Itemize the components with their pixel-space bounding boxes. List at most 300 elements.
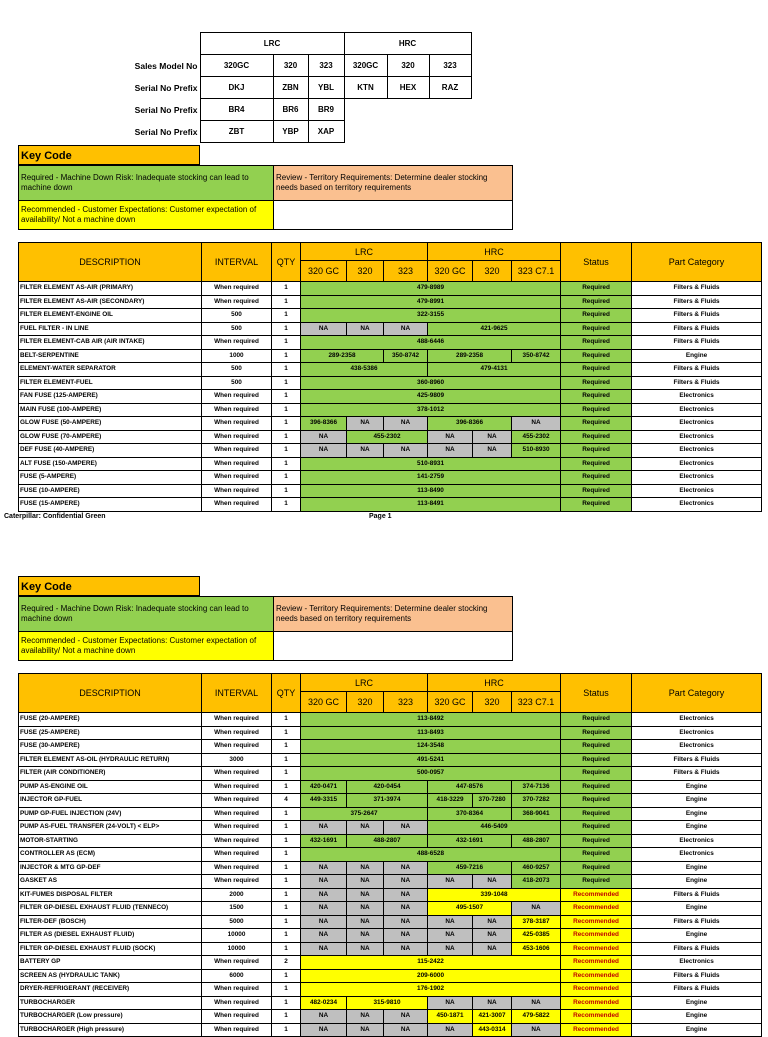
part-number-cell: NA	[512, 996, 561, 1010]
status-cell: Recommended	[561, 969, 632, 983]
prefix-cell: HEX	[387, 77, 429, 99]
qty-cell: 1	[272, 726, 301, 740]
qty-cell: 1	[272, 498, 301, 512]
part-number-cell: 479-8991	[301, 295, 561, 309]
table-row	[19, 942, 762, 956]
interval-cell: When required	[202, 875, 272, 889]
part-number-cell: 447-8576	[428, 780, 512, 794]
interval-cell: When required	[202, 794, 272, 808]
prefix-cell: YBL	[308, 77, 344, 99]
sales-model-label: Sales Model No	[134, 60, 198, 71]
table-row	[19, 309, 762, 323]
part-number-cell: 315-9810	[347, 996, 428, 1010]
category-cell: Electronics	[632, 726, 762, 740]
table-row	[19, 444, 762, 458]
part-number-cell: 113-8492	[301, 713, 561, 727]
prefix-cell: XAP	[308, 121, 344, 143]
description-cell: DEF FUSE (40-AMPERE)	[19, 444, 202, 458]
part-number-cell: 488-6446	[301, 336, 561, 350]
part-number-cell: 368-9041	[512, 807, 561, 821]
table-row	[19, 1023, 762, 1037]
status-cell: Recommended	[561, 942, 632, 956]
interval-cell: When required	[202, 1023, 272, 1037]
category-cell: Engine	[632, 875, 762, 889]
group-lrc: LRC	[200, 33, 344, 55]
part-number-cell: NA	[512, 417, 561, 431]
part-number-cell: 449-3315	[301, 794, 347, 808]
part-number-cell: 113-8490	[301, 484, 561, 498]
qty-cell: 1	[272, 848, 301, 862]
status-cell: Required	[561, 444, 632, 458]
prefix-cell: ZBN	[273, 77, 308, 99]
interval-cell: When required	[202, 956, 272, 970]
part-number-cell: 438-5386	[301, 363, 428, 377]
part-number-cell: 510-8931	[301, 457, 561, 471]
interval-cell: When required	[202, 403, 272, 417]
part-number-cell: NA	[512, 1023, 561, 1037]
prefix-cell: KTN	[344, 77, 387, 99]
part-number-cell: NA	[473, 996, 512, 1010]
description-cell: INJECTOR & MTG GP-DEF	[19, 861, 202, 875]
qty-cell: 1	[272, 376, 301, 390]
table-row	[19, 969, 762, 983]
category-cell: Filters & Fluids	[632, 942, 762, 956]
description-cell: FILTER ELEMENT AS-AIR (PRIMARY)	[19, 282, 202, 296]
part-number-cell: 418-2073	[512, 875, 561, 889]
part-number-cell: 421-9625	[428, 322, 561, 336]
header-category: Part Category	[632, 674, 762, 713]
table-row	[19, 417, 762, 431]
table-row	[19, 915, 762, 929]
part-number-cell: 421-3007	[473, 1010, 512, 1024]
part-number-cell: 141-2759	[301, 471, 561, 485]
description-cell: ELEMENT-WATER SEPARATOR	[19, 363, 202, 377]
status-cell: Required	[561, 457, 632, 471]
status-cell: Required	[561, 875, 632, 889]
category-cell: Filters & Fluids	[632, 336, 762, 350]
header-model: 320 GC	[301, 261, 347, 282]
status-cell: Required	[561, 740, 632, 754]
interval-cell: When required	[202, 780, 272, 794]
part-number-cell: 488-2807	[512, 834, 561, 848]
table-row	[19, 282, 762, 296]
interval-cell: When required	[202, 740, 272, 754]
table-row	[19, 726, 762, 740]
interval-cell: 6000	[202, 969, 272, 983]
status-cell: Required	[561, 834, 632, 848]
qty-cell: 1	[272, 969, 301, 983]
interval-cell: When required	[202, 282, 272, 296]
interval-cell: 500	[202, 363, 272, 377]
interval-cell: When required	[202, 834, 272, 848]
status-cell: Required	[561, 309, 632, 323]
status-cell: Recommended	[561, 902, 632, 916]
interval-cell: When required	[202, 444, 272, 458]
table-row	[19, 484, 762, 498]
part-number-cell: NA	[347, 942, 384, 956]
status-cell: Required	[561, 403, 632, 417]
category-cell: Electronics	[632, 417, 762, 431]
part-number-cell: NA	[301, 902, 347, 916]
part-number-cell: 378-3187	[512, 915, 561, 929]
part-number-cell: 455-2302	[512, 430, 561, 444]
confidential-footer: Caterpillar: Confidential Green	[4, 513, 106, 520]
category-cell: Electronics	[632, 471, 762, 485]
category-cell: Filters & Fluids	[632, 282, 762, 296]
description-cell: MAIN FUSE (100-AMPERE)	[19, 403, 202, 417]
description-cell: CONTROLLER AS (ECM)	[19, 848, 202, 862]
description-cell: FILTER (AIR CONDITIONER)	[19, 767, 202, 781]
model-cell: 320GC	[344, 55, 387, 77]
status-cell: Required	[561, 363, 632, 377]
table-row	[19, 363, 762, 377]
category-cell: Electronics	[632, 390, 762, 404]
status-cell: Required	[561, 498, 632, 512]
part-number-cell: 488-2807	[347, 834, 428, 848]
prefix-cell: RAZ	[429, 77, 471, 99]
description-cell: FILTER ELEMENT AS-AIR (SECONDARY)	[19, 295, 202, 309]
part-number-cell: NA	[301, 821, 347, 835]
interval-cell: When required	[202, 498, 272, 512]
category-cell: Engine	[632, 996, 762, 1010]
status-cell: Required	[561, 821, 632, 835]
qty-cell: 1	[272, 349, 301, 363]
qty-cell: 1	[272, 1010, 301, 1024]
table-row	[19, 861, 762, 875]
category-cell: Engine	[632, 349, 762, 363]
qty-cell: 1	[272, 390, 301, 404]
part-number-cell: 322-3155	[301, 309, 561, 323]
legend-required: Required - Machine Down Risk: Inadequate stocking can lead to machine down	[19, 166, 274, 201]
header-model: 323 C7.1	[512, 261, 561, 282]
category-cell: Electronics	[632, 740, 762, 754]
qty-cell: 1	[272, 444, 301, 458]
status-cell: Required	[561, 295, 632, 309]
part-number-cell: NA	[384, 942, 428, 956]
qty-cell: 1	[272, 403, 301, 417]
part-number-cell: 425-0385	[512, 929, 561, 943]
qty-cell: 1	[272, 888, 301, 902]
part-number-cell: NA	[384, 1023, 428, 1037]
serial-prefix-table	[130, 32, 472, 143]
header-status: Status	[561, 243, 632, 282]
part-number-cell: 432-1691	[301, 834, 347, 848]
description-cell: FILTER AS (DIESEL EXHAUST FLUID)	[19, 929, 202, 943]
category-cell: Electronics	[632, 498, 762, 512]
header-model: 320	[473, 692, 512, 713]
page-number: Page 1	[369, 513, 392, 520]
model-cell: 323	[308, 55, 344, 77]
interval-cell: When required	[202, 430, 272, 444]
part-number-cell: NA	[347, 417, 384, 431]
description-cell: FILTER ELEMENT-CAB AIR (AIR INTAKE)	[19, 336, 202, 350]
model-cell: 320	[273, 55, 308, 77]
qty-cell: 1	[272, 1023, 301, 1037]
part-number-cell: NA	[347, 915, 384, 929]
part-number-cell: NA	[347, 888, 384, 902]
part-number-cell: 374-7136	[512, 780, 561, 794]
description-cell: FILTER ELEMENT AS-OIL (HYDRAULIC RETURN)	[19, 753, 202, 767]
category-cell: Electronics	[632, 848, 762, 862]
interval-cell: When required	[202, 807, 272, 821]
part-number-cell: 510-8930	[512, 444, 561, 458]
interval-cell: 1500	[202, 902, 272, 916]
description-cell: BELT-SERPENTINE	[19, 349, 202, 363]
status-cell: Recommended	[561, 929, 632, 943]
qty-cell: 1	[272, 983, 301, 997]
key-code-legend	[18, 596, 513, 661]
interval-cell: When required	[202, 471, 272, 485]
part-number-cell: 455-2302	[347, 430, 428, 444]
interval-cell: When required	[202, 295, 272, 309]
part-number-cell: NA	[301, 929, 347, 943]
part-number-cell: NA	[301, 322, 347, 336]
part-number-cell: 453-1606	[512, 942, 561, 956]
interval-cell: 10000	[202, 942, 272, 956]
table-row	[19, 929, 762, 943]
table-row	[19, 430, 762, 444]
part-number-cell: NA	[428, 996, 473, 1010]
interval-cell: 500	[202, 376, 272, 390]
serial-prefix-label: Serial No Prefix	[134, 126, 198, 137]
description-cell: ALT FUSE (150-AMPERE)	[19, 457, 202, 471]
part-number-cell: NA	[428, 1023, 473, 1037]
header-model: 320	[473, 261, 512, 282]
part-number-cell: NA	[428, 444, 473, 458]
table-row	[19, 322, 762, 336]
part-number-cell: NA	[347, 1010, 384, 1024]
qty-cell: 1	[272, 713, 301, 727]
status-cell: Required	[561, 794, 632, 808]
status-cell: Recommended	[561, 1023, 632, 1037]
header-model: 323 C7.1	[512, 692, 561, 713]
part-number-cell: NA	[512, 902, 561, 916]
part-number-cell: NA	[347, 875, 384, 889]
part-number-cell: 339-1048	[428, 888, 561, 902]
part-number-cell: 113-8491	[301, 498, 561, 512]
header-interval: INTERVAL	[202, 674, 272, 713]
category-cell: Engine	[632, 861, 762, 875]
part-number-cell: 176-1902	[301, 983, 561, 997]
status-cell: Required	[561, 753, 632, 767]
qty-cell: 1	[272, 363, 301, 377]
part-number-cell: NA	[428, 915, 473, 929]
qty-cell: 1	[272, 282, 301, 296]
table-row	[19, 713, 762, 727]
table-row	[19, 403, 762, 417]
table-row	[19, 390, 762, 404]
qty-cell: 1	[272, 753, 301, 767]
header-interval: INTERVAL	[202, 243, 272, 282]
part-number-cell: NA	[473, 875, 512, 889]
status-cell: Required	[561, 430, 632, 444]
qty-cell: 1	[272, 767, 301, 781]
status-cell: Recommended	[561, 996, 632, 1010]
part-number-cell: 491-5241	[301, 753, 561, 767]
part-number-cell: 350-8742	[384, 349, 428, 363]
interval-cell: 500	[202, 322, 272, 336]
table-row	[19, 767, 762, 781]
status-cell: Recommended	[561, 956, 632, 970]
header-status: Status	[561, 674, 632, 713]
qty-cell: 1	[272, 322, 301, 336]
legend-review: Review - Territory Requirements: Determine dealer stocking needs based on territory requirements	[274, 597, 513, 632]
description-cell: FILTER ELEMENT-FUEL	[19, 376, 202, 390]
description-cell: TURBOCHARGER (High pressure)	[19, 1023, 202, 1037]
part-number-cell: NA	[384, 929, 428, 943]
table-row	[19, 848, 762, 862]
table-row	[19, 807, 762, 821]
status-cell: Required	[561, 322, 632, 336]
interval-cell: 1000	[202, 349, 272, 363]
category-cell: Filters & Fluids	[632, 969, 762, 983]
status-cell: Required	[561, 780, 632, 794]
prefix-cell: ZBT	[200, 121, 273, 143]
interval-cell: 3000	[202, 753, 272, 767]
header-category: Part Category	[632, 243, 762, 282]
qty-cell: 4	[272, 794, 301, 808]
part-number-cell: 418-3229	[428, 794, 473, 808]
model-cell: 320GC	[200, 55, 273, 77]
interval-cell: When required	[202, 983, 272, 997]
status-cell: Recommended	[561, 915, 632, 929]
part-number-cell: NA	[384, 444, 428, 458]
category-cell: Electronics	[632, 430, 762, 444]
part-number-cell: 460-9257	[512, 861, 561, 875]
model-cell: 323	[429, 55, 471, 77]
qty-cell: 1	[272, 780, 301, 794]
part-number-cell: NA	[428, 929, 473, 943]
description-cell: KIT-FUMES DISPOSAL FILTER	[19, 888, 202, 902]
header-model: 320 GC	[428, 692, 473, 713]
part-number-cell: NA	[384, 915, 428, 929]
description-cell: FUSE (10-AMPERE)	[19, 484, 202, 498]
table-row	[19, 956, 762, 970]
qty-cell: 1	[272, 902, 301, 916]
interval-cell: 500	[202, 309, 272, 323]
key-code-legend	[18, 165, 513, 230]
status-cell: Required	[561, 417, 632, 431]
interval-cell: 10000	[202, 929, 272, 943]
header-description: DESCRIPTION	[19, 243, 202, 282]
part-number-cell: NA	[301, 888, 347, 902]
qty-cell: 1	[272, 807, 301, 821]
status-cell: Required	[561, 336, 632, 350]
part-number-cell: 479-8989	[301, 282, 561, 296]
interval-cell: When required	[202, 861, 272, 875]
part-number-cell: NA	[301, 1010, 347, 1024]
part-number-cell: 124-3548	[301, 740, 561, 754]
part-number-cell: 289-2358	[301, 349, 384, 363]
legend-recommended: Recommended - Customer Expectations: Customer expectation of availability/ Not a machine down	[19, 201, 274, 230]
part-number-cell: 432-1691	[428, 834, 512, 848]
part-number-cell: 371-3974	[347, 794, 428, 808]
interval-cell: When required	[202, 417, 272, 431]
category-cell: Engine	[632, 807, 762, 821]
part-number-cell: 115-2422	[301, 956, 561, 970]
part-number-cell: 446-5409	[428, 821, 561, 835]
interval-cell: When required	[202, 1010, 272, 1024]
part-number-cell: NA	[347, 1023, 384, 1037]
part-number-cell: NA	[384, 322, 428, 336]
part-number-cell: NA	[473, 942, 512, 956]
qty-cell: 1	[272, 821, 301, 835]
part-number-cell: NA	[384, 417, 428, 431]
description-cell: TURBOCHARGER (Low pressure)	[19, 1010, 202, 1024]
description-cell: PUMP AS-FUEL TRANSFER (24-VOLT) < ELP>	[19, 821, 202, 835]
header-lrc: LRC	[301, 243, 428, 261]
description-cell: PUMP GP-FUEL INJECTION (24V)	[19, 807, 202, 821]
part-number-cell: 500-0957	[301, 767, 561, 781]
part-number-cell: 375-2647	[301, 807, 428, 821]
interval-cell: When required	[202, 457, 272, 471]
table-row	[19, 902, 762, 916]
category-cell: Engine	[632, 929, 762, 943]
table-row	[19, 740, 762, 754]
parts-table-page-1	[18, 242, 762, 512]
part-number-cell: 370-7282	[512, 794, 561, 808]
part-number-cell: 289-2358	[428, 349, 512, 363]
part-number-cell: 396-8366	[428, 417, 512, 431]
description-cell: GASKET AS	[19, 875, 202, 889]
prefix-cell: BR4	[200, 99, 273, 121]
qty-cell: 2	[272, 956, 301, 970]
category-cell: Filters & Fluids	[632, 309, 762, 323]
part-number-cell: 370-8364	[428, 807, 512, 821]
qty-cell: 1	[272, 417, 301, 431]
part-number-cell: NA	[473, 915, 512, 929]
part-number-cell: NA	[428, 942, 473, 956]
description-cell: TURBOCHARGER	[19, 996, 202, 1010]
category-cell: Filters & Fluids	[632, 983, 762, 997]
status-cell: Required	[561, 484, 632, 498]
part-number-cell: 479-4131	[428, 363, 561, 377]
category-cell: Filters & Fluids	[632, 767, 762, 781]
status-cell: Required	[561, 713, 632, 727]
interval-cell: 5000	[202, 915, 272, 929]
description-cell: FAN FUSE (125-AMPERE)	[19, 390, 202, 404]
legend-review: Review - Territory Requirements: Determine dealer stocking needs based on territory requirements	[274, 166, 513, 201]
part-number-cell: NA	[384, 902, 428, 916]
part-number-cell: 459-7216	[428, 861, 512, 875]
part-number-cell: 420-0454	[347, 780, 428, 794]
qty-cell: 1	[272, 996, 301, 1010]
part-number-cell: NA	[347, 444, 384, 458]
header-model: 320	[347, 692, 384, 713]
status-cell: Required	[561, 726, 632, 740]
table-row	[19, 498, 762, 512]
header-model: 320 GC	[301, 692, 347, 713]
category-cell: Engine	[632, 1010, 762, 1024]
interval-cell: When required	[202, 767, 272, 781]
part-number-cell: NA	[347, 322, 384, 336]
description-cell: FUSE (15-AMPERE)	[19, 498, 202, 512]
part-number-cell: NA	[384, 821, 428, 835]
description-cell: INJECTOR GP-FUEL	[19, 794, 202, 808]
interval-cell: When required	[202, 848, 272, 862]
part-number-cell: NA	[301, 1023, 347, 1037]
category-cell: Filters & Fluids	[632, 363, 762, 377]
description-cell: FUEL FILTER - IN LINE	[19, 322, 202, 336]
description-cell: PUMP AS-ENGINE OIL	[19, 780, 202, 794]
qty-cell: 1	[272, 309, 301, 323]
description-cell: FUSE (25-AMPERE)	[19, 726, 202, 740]
part-number-cell: NA	[384, 888, 428, 902]
parts-table-page-2	[18, 673, 762, 1037]
part-number-cell: NA	[473, 430, 512, 444]
part-number-cell: 209-6000	[301, 969, 561, 983]
interval-cell: When required	[202, 336, 272, 350]
